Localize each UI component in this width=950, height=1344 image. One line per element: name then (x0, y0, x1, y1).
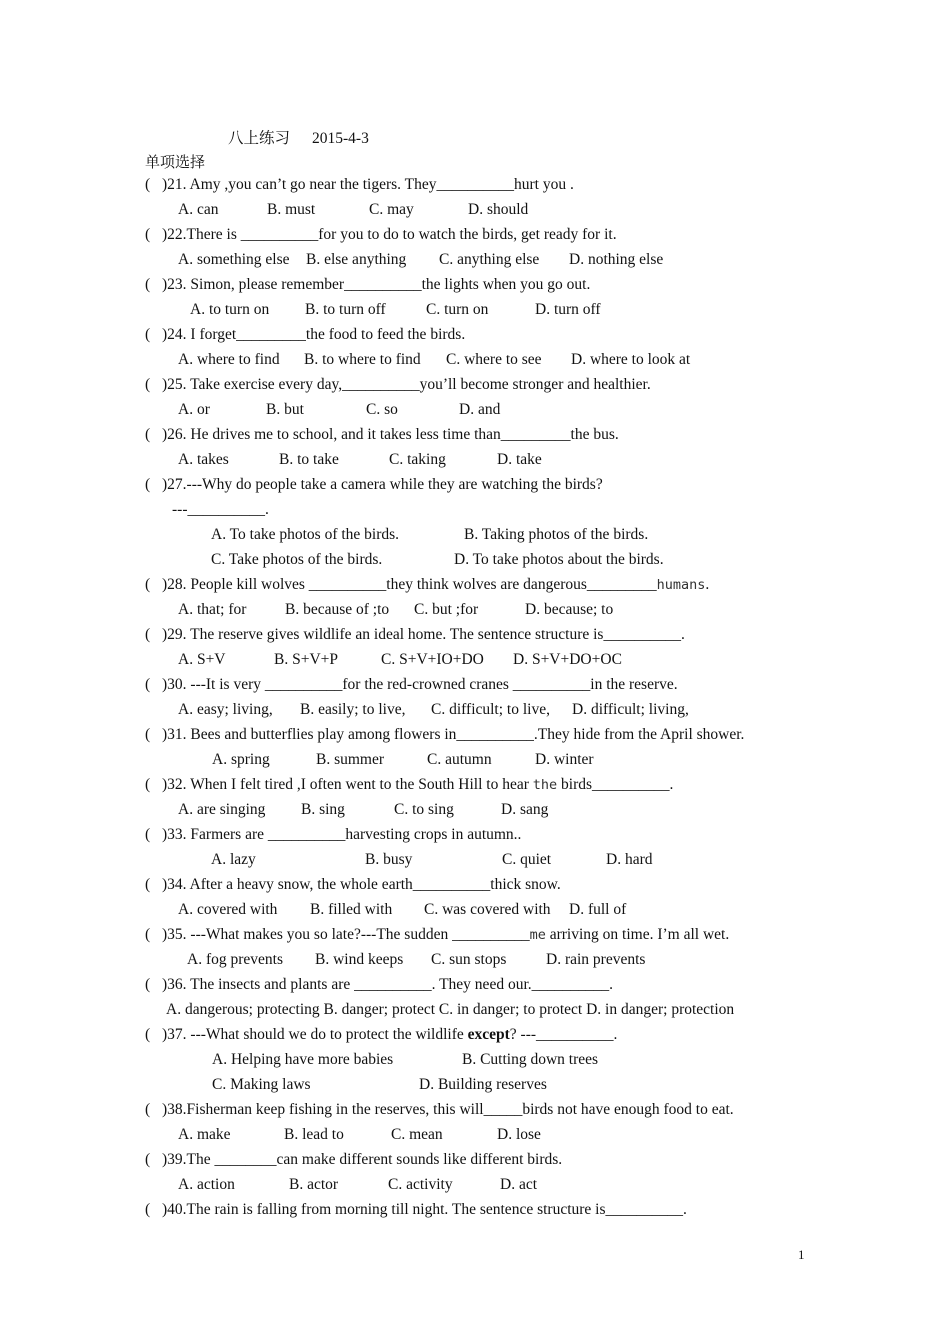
question-28: ( )28. People kill wolves __________they think wolves are dangerous_________humans. (145, 576, 710, 593)
option-d: D. winter (535, 751, 594, 768)
question-text: )40.The rain is falling from morning till night. The sentence structure is__________. (162, 1201, 687, 1218)
question-26: ( )26. He drives me to school, and it takes less time than_________the bus. (145, 426, 619, 443)
option-d: D. sang (501, 801, 549, 818)
title-date: 2015-4-3 (312, 130, 369, 147)
option-d: D. S+V+DO+OC (513, 651, 622, 668)
option-a: A. lazy (211, 851, 256, 868)
option-b: B. actor (289, 1176, 339, 1193)
option-c: C. to sing (394, 801, 454, 818)
question-text: )25. Take exercise every day,__________you’ll become stronger and healthier. (162, 376, 651, 393)
option-a: A. or (178, 401, 210, 418)
option-c: C. sun stops (431, 951, 507, 968)
option-b: B. easily; to live, (300, 701, 406, 718)
option-d: D. difficult; living, (572, 701, 689, 718)
question-31: ( )31. Bees and butterflies play among flowers in__________.They hide from the April shower. (145, 726, 745, 743)
option-b: B. filled with (310, 901, 393, 918)
option-a: A. something else (178, 251, 290, 268)
question-text: )27.---Why do people take a camera while they are watching the birds? (162, 476, 603, 493)
question-text-end: ? ---__________. (509, 1026, 618, 1043)
option-c: C. but ;for (414, 601, 479, 618)
question-text: )28. People kill wolves __________they think wolves are dangerous_________ (162, 576, 657, 593)
question-32: ( )32. When I felt tired ,I often went to the South Hill to hear the birds__________. (145, 776, 674, 793)
option-b: B. but (266, 401, 304, 418)
option-c: C. difficult; to live, (431, 701, 550, 718)
option-d: D. lose (497, 1126, 541, 1143)
option-d: D. rain prevents (546, 951, 646, 968)
option-a: A. S+V (178, 651, 226, 668)
question-22: ( )22.There is __________for you to do to watch the birds, get ready for it. (145, 226, 617, 243)
option-b: B. Cutting down trees (462, 1051, 599, 1068)
option-a: A. make (178, 1126, 231, 1143)
option-d: D. To take photos about the birds. (454, 551, 664, 568)
option-a: A. spring (212, 751, 270, 768)
option-c: C. activity (388, 1176, 453, 1193)
option-b: B. because of ;to (285, 601, 390, 618)
question-text: )36. The insects and plants are __________. They need our.__________. (162, 976, 613, 993)
option-a: A. Helping have more babies (212, 1051, 394, 1068)
question-37: ( )37. ---What should we do to protect the wildlife except? ---__________. (145, 1026, 618, 1043)
option-a: A. action (178, 1176, 235, 1193)
question-38: ( )38.Fisherman keep fishing in the reserves, this will_____birds not have enough food to eat. (145, 1101, 734, 1118)
question-24: ( )24. I forget_________the food to feed the birds. (145, 326, 466, 343)
option-c: C. S+V+IO+DO (381, 651, 484, 668)
question-text: )23. Simon, please remember__________the lights when you go out. (162, 276, 591, 293)
question-text: )33. Farmers are __________harvesting crops in autumn.. (162, 826, 522, 843)
option-d: D. act (500, 1176, 538, 1193)
option-b: B. to turn off (305, 301, 386, 318)
option-c: C. turn on (426, 301, 489, 318)
option-b: B. to take (279, 451, 339, 468)
option-b: B. wind keeps (315, 951, 404, 968)
option-d: D. where to look at (571, 351, 691, 368)
question-text-mono: humans (656, 577, 706, 593)
option-a: A. that; for (178, 601, 247, 618)
option-b: B. S+V+P (274, 651, 339, 668)
question-25: ( )25. Take exercise every day,__________you’ll become stronger and healthier. (145, 376, 651, 393)
option-a: A. can (178, 201, 219, 218)
option-a: A. takes (178, 451, 229, 468)
title-text: 八上练习 (228, 130, 291, 147)
option-d: D. because; to (525, 601, 614, 618)
question-33: ( )33. Farmers are __________harvesting crops in autumn.. (145, 826, 522, 843)
option-c: C. so (366, 401, 398, 418)
option-d: D. should (468, 201, 529, 218)
question-text: )39.The ________can make different sounds like different birds. (162, 1151, 563, 1168)
question-text: )34. After a heavy snow, the whole earth__________thick snow. (162, 876, 561, 893)
option-b: B. must (267, 201, 316, 218)
option-b: B. summer (316, 751, 385, 768)
question-30: ( )30. ---It is very __________for the red-crowned cranes __________in the reserve. (145, 676, 678, 693)
question-text: )35. ---What makes you so late?---The sudden __________ (162, 926, 530, 943)
page-number: 1 (798, 1247, 805, 1262)
question-text: )29. The reserve gives wildlife an ideal home. The sentence structure is__________. (162, 626, 685, 643)
question-35: ( )35. ---What makes you so late?---The sudden __________me arriving on time. I’m all wet. (145, 926, 730, 943)
question-text: )37. ---What should we do to protect the wildlife (162, 1026, 468, 1043)
option-b: B. sing (301, 801, 345, 818)
question-text-end: birds__________. (557, 776, 674, 793)
question-text-mono: the (532, 777, 558, 793)
question-text: )30. ---It is very __________for the red-crowned cranes __________in the reserve. (162, 676, 678, 693)
option-c: C. taking (389, 451, 446, 468)
option-c: C. Making laws (212, 1076, 311, 1093)
question-text: )21. Amy ,you can’t go near the tigers. They__________hurt you . (162, 176, 574, 193)
options-line: A. dangerous; protecting B. danger; protect C. in danger; to protect D. in danger; protection (166, 1001, 735, 1018)
option-d: D. full of (569, 901, 627, 918)
question-text: )38.Fisherman keep fishing in the reserves, this will_____birds not have enough food to eat. (162, 1101, 734, 1118)
question-29: ( )29. The reserve gives wildlife an ideal home. The sentence structure is__________. (145, 626, 685, 643)
option-c: C. Take photos of the birds. (211, 551, 383, 568)
option-b: B. lead to (284, 1126, 344, 1143)
option-d: D. hard (606, 851, 653, 868)
question-text-end: arriving on time. I’m all wet. (545, 926, 730, 943)
question-27: ( )27.---Why do people take a camera while they are watching the birds? (145, 476, 603, 493)
option-c: C. mean (391, 1126, 443, 1143)
option-b: B. to where to find (304, 351, 421, 368)
option-a: A. to turn on (190, 301, 270, 318)
question-text-mono: me (529, 927, 546, 943)
option-b: B. Taking photos of the birds. (464, 526, 649, 543)
question-text-bold: except (467, 1026, 510, 1043)
answer-line: ---__________. (172, 501, 269, 518)
option-a: A. easy; living, (178, 701, 273, 718)
option-a: A. covered with (178, 901, 278, 918)
option-c: C. may (369, 201, 414, 218)
question-text: )31. Bees and butterflies play among flowers in__________.They hide from the April shower. (162, 726, 745, 743)
question-text: )22.There is __________for you to do to watch the birds, get ready for it. (162, 226, 617, 243)
option-d: D. take (497, 451, 542, 468)
option-c: C. quiet (502, 851, 552, 868)
option-d: D. and (459, 401, 501, 418)
option-d: D. nothing else (569, 251, 664, 268)
option-a: A. fog prevents (187, 951, 283, 968)
question-40: ( )40.The rain is falling from morning till night. The sentence structure is__________. (145, 1201, 687, 1218)
option-c: C. anything else (439, 251, 540, 268)
question-36: ( )36. The insects and plants are __________. They need our.__________. (145, 976, 613, 993)
option-b: B. else anything (306, 251, 407, 268)
question-text: )24. I forget_________the food to feed the birds. (162, 326, 466, 343)
option-c: C. where to see (446, 351, 542, 368)
option-c: C. was covered with (424, 901, 551, 918)
option-a: A. where to find (178, 351, 280, 368)
question-34: ( )34. After a heavy snow, the whole earth__________thick snow. (145, 876, 561, 893)
option-d: D. Building reserves (419, 1076, 547, 1093)
option-b: B. busy (365, 851, 413, 868)
question-text: )32. When I felt tired ,I often went to the South Hill to hear (162, 776, 533, 793)
option-d: D. turn off (535, 301, 601, 318)
page-title (228, 126, 369, 148)
question-text: )26. He drives me to school, and it takes less time than_________the bus. (162, 426, 619, 443)
question-text-end: . (705, 576, 710, 593)
question-21: ( )21. Amy ,you can’t go near the tigers. They__________hurt you . (145, 176, 574, 193)
question-39: ( )39.The ________can make different sounds like different birds. (145, 1151, 563, 1168)
option-c: C. autumn (427, 751, 492, 768)
question-23: ( )23. Simon, please remember__________the lights when you go out. (145, 276, 591, 293)
option-a: A. are singing (178, 801, 266, 818)
section-heading: 单项选择 (145, 153, 206, 171)
option-a: A. To take photos of the birds. (211, 526, 400, 543)
